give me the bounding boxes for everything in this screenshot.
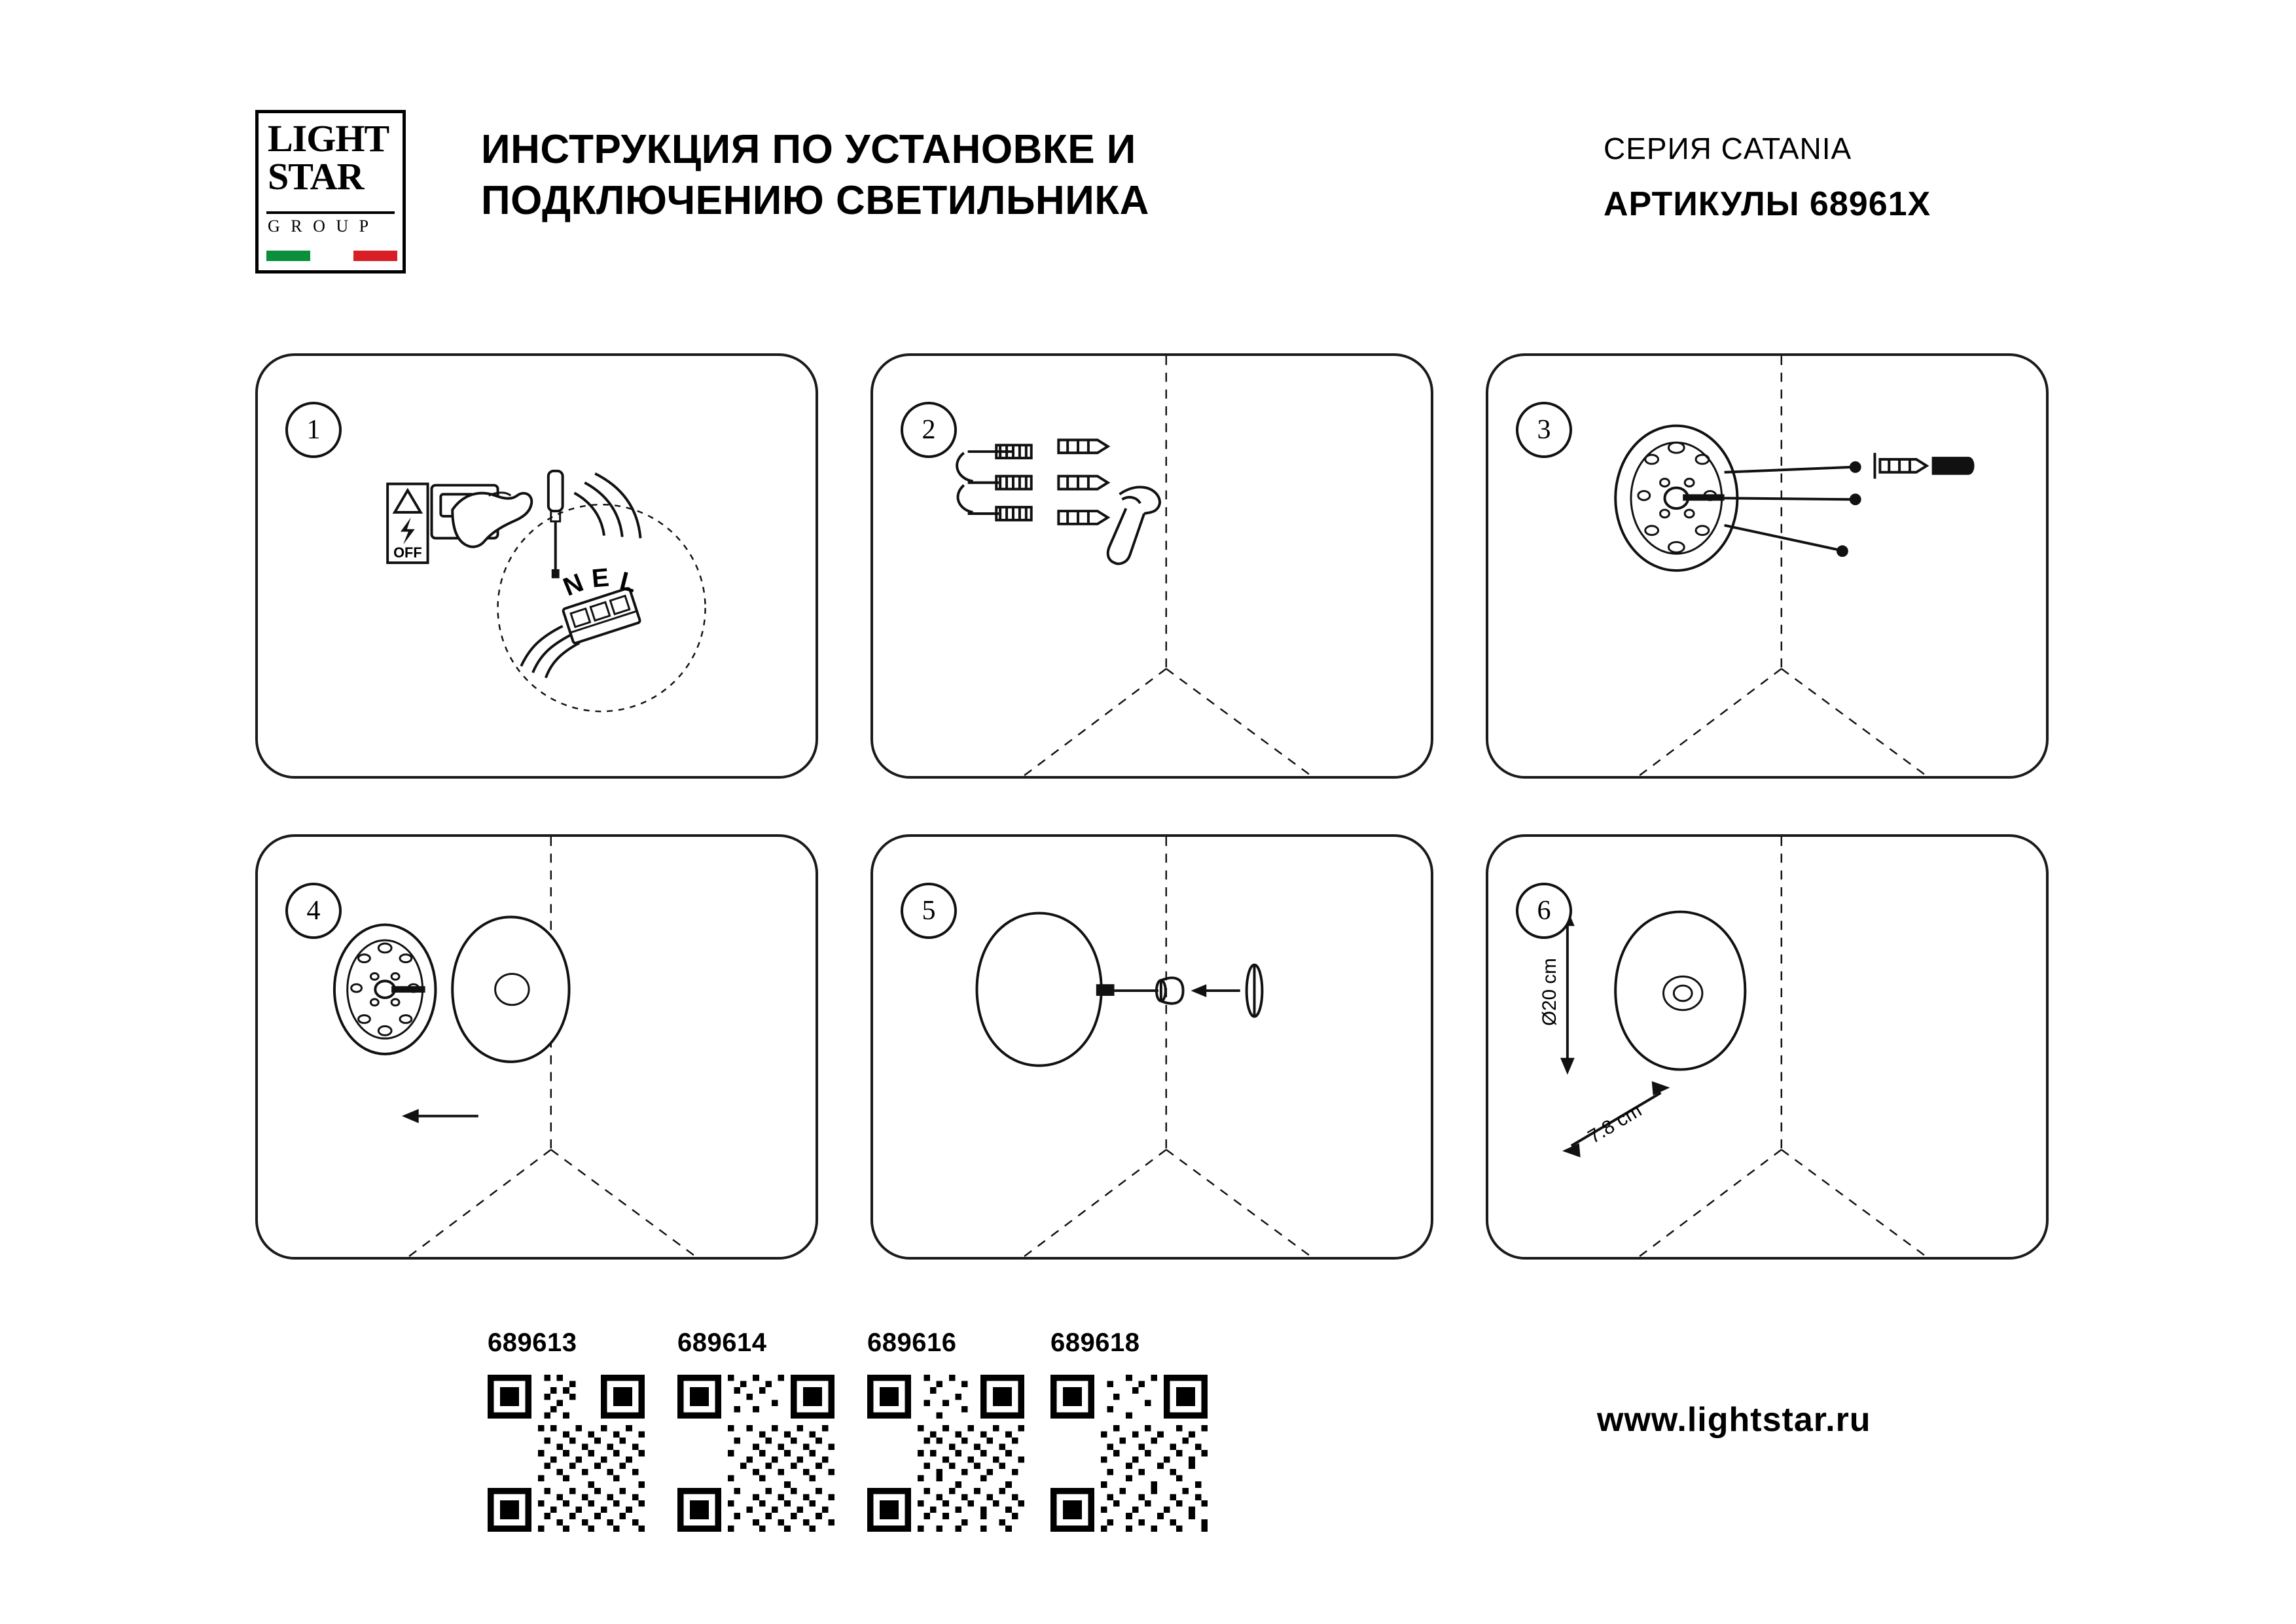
qr-code-icon[interactable] — [867, 1375, 1024, 1532]
svg-text:OFF: OFF — [393, 544, 422, 561]
step-1-illustration — [258, 356, 816, 776]
product-code-689616 — [867, 1328, 1044, 1535]
step-panel-1 — [255, 353, 818, 779]
logo-subtext: G R O U P — [268, 217, 372, 236]
step-number-3: 3 — [1516, 402, 1572, 458]
step-panel-2 — [870, 353, 1433, 779]
step-panel-4 — [255, 834, 818, 1260]
step-number-1: 1 — [285, 402, 342, 458]
qr-code-icon[interactable] — [488, 1375, 645, 1532]
logo-wordmark — [268, 117, 389, 198]
code-number: 689613 — [488, 1328, 577, 1357]
logo-line-2: STAR — [268, 155, 364, 198]
website-link[interactable]: www.lightstar.ru — [1597, 1401, 1871, 1439]
step-number-4: 4 — [285, 883, 342, 939]
step-number-6: 6 — [1516, 883, 1572, 939]
articles-label: АРТИКУЛЫ 68961X — [1604, 185, 1931, 223]
qr-code-icon[interactable] — [677, 1375, 834, 1532]
qr-code-icon[interactable] — [1050, 1375, 1208, 1532]
step-5-illustration — [873, 837, 1431, 1257]
product-code-689614 — [677, 1328, 854, 1535]
svg-text:N: N — [559, 568, 588, 602]
step-panel-6 — [1486, 834, 2049, 1260]
step-3-illustration — [1488, 356, 2046, 776]
code-number: 689616 — [867, 1328, 957, 1357]
product-code-689618 — [1050, 1328, 1227, 1535]
svg-text:L: L — [617, 566, 639, 599]
series-label: СЕРИЯ CATANIA — [1604, 132, 1852, 166]
code-number: 689618 — [1050, 1328, 1140, 1357]
step-panel-5 — [870, 834, 1433, 1260]
page-title: ИНСТРУКЦИЯ ПО УСТАНОВКЕ И ПОДКЛЮЧЕНИЮ СВЕТИЛЬНИКА — [481, 127, 1149, 223]
svg-text:E: E — [590, 563, 611, 593]
svg-text:7.8 cm: 7.8 cm — [1584, 1099, 1645, 1148]
logo-line-1: LIGHT — [268, 117, 389, 160]
product-code-689613 — [488, 1328, 664, 1535]
svg-text:Ø20 cm: Ø20 cm — [1538, 958, 1561, 1026]
step-4-illustration — [258, 837, 816, 1257]
lightstar-logo — [255, 110, 406, 274]
step-number-5: 5 — [901, 883, 957, 939]
step-number-2: 2 — [901, 402, 957, 458]
product-codes — [488, 1328, 1273, 1538]
step-6-illustration — [1488, 837, 2046, 1257]
logo-divider — [266, 211, 395, 214]
code-number: 689614 — [677, 1328, 767, 1357]
step-2-illustration — [873, 356, 1431, 776]
step-panel-3 — [1486, 353, 2049, 779]
italian-flag-icon — [266, 251, 397, 261]
